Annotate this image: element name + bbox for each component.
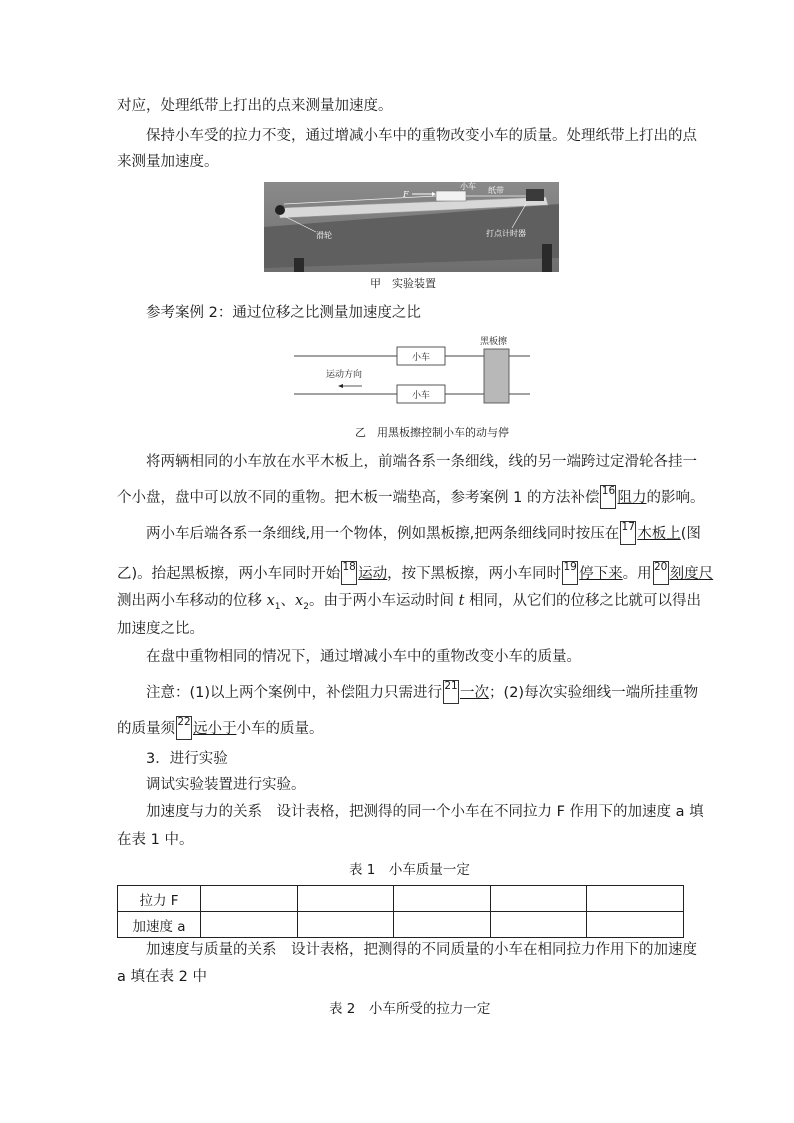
paragraph-line: 乙)。抬起黑板擦，两小车同时开始 18 运动，按下黑板擦，两小车同时 19 停下来。用 20 刻度尺 bbox=[117, 561, 713, 585]
data-table-1 bbox=[117, 885, 684, 938]
table-cell bbox=[587, 912, 684, 938]
label-force: F bbox=[403, 190, 409, 199]
paragraph-line: 加速度与质量的关系 设计表格，把测得的不同质量的小车在相同拉力作用下的加速度 bbox=[146, 942, 697, 958]
table-cell bbox=[394, 912, 491, 938]
table-cell bbox=[201, 912, 298, 938]
label-car-bottom: 小车 bbox=[412, 391, 431, 401]
paragraph-line: a 填在表 2 中 bbox=[117, 969, 207, 985]
table-cell bbox=[587, 886, 684, 912]
row-label: 加速度 a bbox=[118, 912, 201, 938]
table-caption: 表 2 小车所受的拉力一定 bbox=[329, 1001, 491, 1017]
section-heading: 3．进行实验 bbox=[146, 751, 228, 767]
answer-blank-17: 17 bbox=[620, 521, 636, 545]
eraser-diagram bbox=[290, 335, 540, 415]
answer-text: 一次 bbox=[460, 685, 490, 701]
label-eraser: 黑板擦 bbox=[480, 337, 508, 347]
table-row bbox=[118, 886, 684, 912]
figure-caption: 乙 用黑板擦控制小车的动与停 bbox=[355, 426, 509, 439]
table-row bbox=[118, 912, 684, 938]
answer-text: 运动 bbox=[358, 566, 388, 582]
label-tape: 纸带 bbox=[488, 186, 504, 195]
paragraph-line: 保持小车受的拉力不变，通过增减小车中的重物改变小车的质量。处理纸带上打出的点 bbox=[146, 128, 697, 144]
answer-text: 木板上 bbox=[637, 526, 681, 542]
cart bbox=[436, 191, 466, 201]
table-caption: 表 1 小车质量一定 bbox=[349, 862, 470, 878]
answer-blank-16: 16 bbox=[600, 485, 616, 509]
paragraph-line: 在表 1 中。 bbox=[117, 832, 194, 848]
table-leg bbox=[542, 244, 552, 272]
figure-caption: 甲 实验装置 bbox=[370, 277, 436, 290]
paragraph-line: 来测量加速度。 bbox=[117, 154, 219, 170]
table-cell bbox=[297, 912, 394, 938]
answer-text: 停下来 bbox=[579, 566, 623, 582]
table-cell bbox=[201, 886, 298, 912]
pulley-icon bbox=[275, 205, 285, 215]
paragraph-line: 对应，处理纸带上打出的点来测量加速度。 bbox=[117, 98, 393, 114]
answer-text: 阻力 bbox=[617, 490, 647, 506]
answer-blank-18: 18 bbox=[341, 561, 357, 585]
table-cell bbox=[394, 886, 491, 912]
table-cell bbox=[297, 886, 394, 912]
note-line: 的质量须 22 远小于小车的质量。 bbox=[117, 716, 324, 740]
label-car-top: 小车 bbox=[412, 353, 431, 363]
case2-heading: 参考案例 2：通过位移之比测量加速度之比 bbox=[146, 305, 421, 321]
label-car: 小车 bbox=[460, 182, 476, 191]
apparatus-figure bbox=[264, 182, 559, 272]
answer-blank-20: 20 bbox=[653, 561, 669, 585]
answer-text: 刻度尺 bbox=[669, 566, 714, 582]
paragraph-line: 将两辆相同的小车放在水平木板上，前端各系一条细线，线的另一端跨过定滑轮各挂一 bbox=[146, 454, 697, 470]
eraser-block bbox=[484, 349, 509, 403]
table-cell bbox=[490, 886, 587, 912]
table-cell bbox=[490, 912, 587, 938]
row-label: 拉力 F bbox=[118, 886, 201, 912]
paragraph-line: 两小车后端各系一条细线,用一个物体，例如黑板擦,把两条细线同时按压在 17 木板上(图 bbox=[146, 521, 701, 545]
paragraph-line: 调试实验装置进行实验。 bbox=[146, 777, 306, 793]
label-timer: 打点计时器 bbox=[486, 229, 526, 238]
note-line: 注意：(1)以上两个案例中，补偿阻力只需进行 21 一次；(2)每次实验细线一端所挂重物 bbox=[146, 680, 698, 704]
timer-device bbox=[526, 189, 544, 201]
paragraph-line: 个小盘，盘中可以放不同的重物。把木板一端垫高，参考案例 1 的方法补偿 16 阻力的影响。 bbox=[117, 485, 704, 509]
label-pulley: 滑轮 bbox=[316, 231, 332, 240]
label-direction: 运动方向 bbox=[326, 370, 363, 380]
answer-blank-22: 22 bbox=[176, 716, 192, 740]
table-leg bbox=[294, 258, 304, 272]
answer-blank-21: 21 bbox=[443, 680, 459, 704]
paragraph-line: 加速度之比。 bbox=[117, 621, 204, 637]
answer-blank-19: 19 bbox=[562, 561, 578, 585]
paragraph-line: 测出两小车移动的位移 $x_1$、$x_2$。由于两小车运动时间 t 相同，从它们的位移之比就可以得出 bbox=[117, 593, 701, 612]
paragraph-line: 在盘中重物相同的情况下，通过增减小车中的重物改变小车的质量。 bbox=[146, 649, 581, 665]
answer-text: 远小于 bbox=[193, 721, 237, 737]
paragraph-line: 加速度与力的关系 设计表格，把测得的同一个小车在不同拉力 F 作用下的加速度 a 填 bbox=[146, 804, 704, 820]
